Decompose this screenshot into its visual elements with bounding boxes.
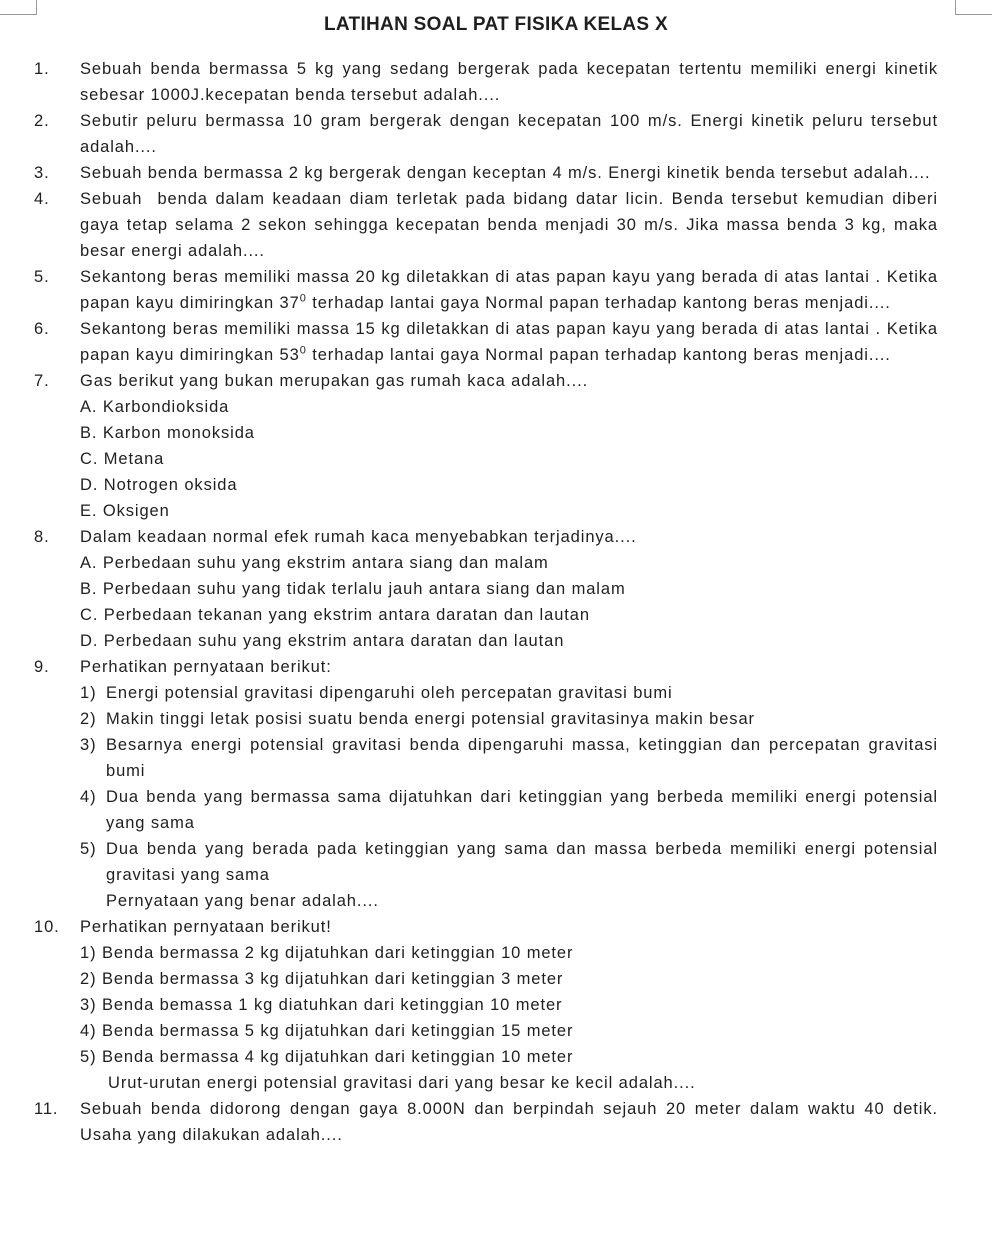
statement-text: Dua benda yang berada pada ketinggian yang sama dan massa berbeda memiliki energi potensial gravitasi yang sama (106, 840, 938, 884)
statement-number: 4) (80, 788, 97, 806)
question-text: Sebutir peluru bermassa 10 gram bergerak dengan kecepatan 100 m/s. Energi kinetik peluru tersebut adalah.... (80, 112, 938, 156)
question-text: Gas berikut yang bukan merupakan gas rumah kaca adalah.... (80, 372, 589, 390)
item-3: 3) Benda bemassa 1 kg diatuhkan dari ketinggian 10 meter (80, 996, 563, 1014)
option-b: B. Perbedaan suhu yang tidak terlalu jauh antara siang dan malam (80, 580, 626, 598)
page-title: LATIHAN SOAL PAT FISIKA KELAS X (324, 14, 668, 35)
question-number: 5. (34, 268, 50, 286)
question-10 (34, 914, 938, 1096)
question-2 (34, 108, 938, 160)
item-2: 2) Benda bermassa 3 kg dijatuhkan dari ketinggian 3 meter (80, 970, 564, 988)
question-number: 1. (34, 60, 50, 78)
statement-text: Besarnya energi potensial gravitasi benda dipengaruhi massa, ketinggian dan percepatan gravitasi bumi (106, 736, 938, 780)
question-9 (34, 654, 938, 914)
statement-text: Dua benda yang bermassa sama dijatuhkan dari ketinggian yang berbeda memiliki energi potensial yang sama (106, 788, 938, 832)
question-closing: Pernyataan yang benar adalah.... (106, 892, 379, 910)
question-4 (34, 186, 944, 264)
question-text-b: terhadap lantai gaya Normal papan terhadap kantong beras menjadi.... (306, 346, 891, 364)
statement-1 (80, 680, 938, 706)
question-5 (34, 264, 938, 316)
question-8 (34, 524, 938, 654)
statement-number: 5) (80, 840, 97, 858)
degree-superscript: 0 (299, 344, 307, 357)
question-text-a: Sekantong beras memiliki massa 15 kg diletakkan di atas papan kayu yang berada di atas lantai . Ketika papan kayu dimiringkan 53 (80, 320, 938, 364)
statement-3 (80, 732, 938, 784)
statement-4 (80, 784, 938, 836)
option-d: D. Notrogen oksida (80, 476, 238, 494)
statement-text: Makin tinggi letak posisi suatu benda energi potensial gravitasinya makin besar (106, 710, 755, 728)
option-a: A. Karbondioksida (80, 398, 230, 416)
statement-number: 1) (80, 684, 97, 702)
question-text: Perhatikan pernyataan berikut: (80, 658, 332, 676)
option-c: C. Metana (80, 450, 165, 468)
statement-2 (80, 706, 938, 732)
question-text-a: Sekantong beras memiliki massa 20 kg diletakkan di atas papan kayu yang berada di atas lantai . Ketika papan kayu dimiringkan 37 (80, 268, 938, 312)
page-corner-left (0, 0, 37, 15)
question-text: Perhatikan pernyataan berikut! (80, 918, 332, 936)
question-number: 2. (34, 112, 50, 130)
item-5: 5) Benda bermassa 4 kg dijatuhkan dari ketinggian 10 meter (80, 1048, 574, 1066)
statement-number: 2) (80, 710, 97, 728)
question-7 (34, 368, 938, 524)
question-text: Sebuah benda bermassa 5 kg yang sedang bergerak pada kecepatan tertentu memiliki energi kinetik sebesar 1000J.kecepatan benda tersebut adalah.... (80, 60, 938, 104)
question-number: 11. (34, 1100, 59, 1118)
question-number: 3. (34, 164, 50, 182)
question-number: 7. (34, 372, 50, 390)
option-c: C. Perbedaan tekanan yang ekstrim antara daratan dan lautan (80, 606, 590, 624)
statement-text: Energi potensial gravitasi dipengaruhi oleh percepatan gravitasi bumi (106, 684, 673, 702)
question-number: 9. (34, 658, 50, 676)
question-list (34, 56, 944, 1148)
question-text: Sebuah benda bermassa 2 kg bergerak dengan keceptan 4 m/s. Energi kinetik benda tersebut adalah.... (80, 164, 931, 182)
question-number: 4. (34, 190, 50, 208)
item-4: 4) Benda bermassa 5 kg dijatuhkan dari ketinggian 15 meter (80, 1022, 574, 1040)
question-number: 10. (34, 918, 60, 936)
question-6 (34, 316, 938, 368)
question-text: Sebuah benda didorong dengan gaya 8.000N dan berpindah sejauh 20 meter dalam waktu 40 detik. Usaha yang dilakukan adalah.... (80, 1100, 938, 1144)
option-d: D. Perbedaan suhu yang ekstrim antara daratan dan lautan (80, 632, 565, 650)
degree-superscript: 0 (299, 292, 307, 305)
question-1 (34, 56, 938, 108)
question-text-b: terhadap lantai gaya Normal papan terhadap kantong beras menjadi.... (306, 294, 891, 312)
page-corner-right (955, 0, 992, 15)
option-e: E. Oksigen (80, 502, 170, 520)
question-number: 6. (34, 320, 50, 338)
question-number: 8. (34, 528, 50, 546)
option-b: B. Karbon monoksida (80, 424, 255, 442)
question-text: Sebuah benda dalam keadaan diam terletak pada bidang datar licin. Benda tersebut kemudian diberi gaya tetap selama 2 sekon sehingga kecepatan benda menjadi 30 m/s. Jika massa benda 3 kg, maka besar energi adalah.... (80, 190, 944, 260)
question-text: Dalam keadaan normal efek rumah kaca menyebabkan terjadinya.... (80, 528, 637, 546)
item-1: 1) Benda bermassa 2 kg dijatuhkan dari ketinggian 10 meter (80, 944, 574, 962)
option-a: A. Perbedaan suhu yang ekstrim antara siang dan malam (80, 554, 549, 572)
question-11 (34, 1096, 938, 1148)
statement-5 (80, 836, 938, 888)
question-3 (34, 160, 938, 186)
statement-number: 3) (80, 736, 97, 754)
question-closing: Urut-urutan energi potensial gravitasi dari yang besar ke kecil adalah.... (108, 1074, 696, 1092)
